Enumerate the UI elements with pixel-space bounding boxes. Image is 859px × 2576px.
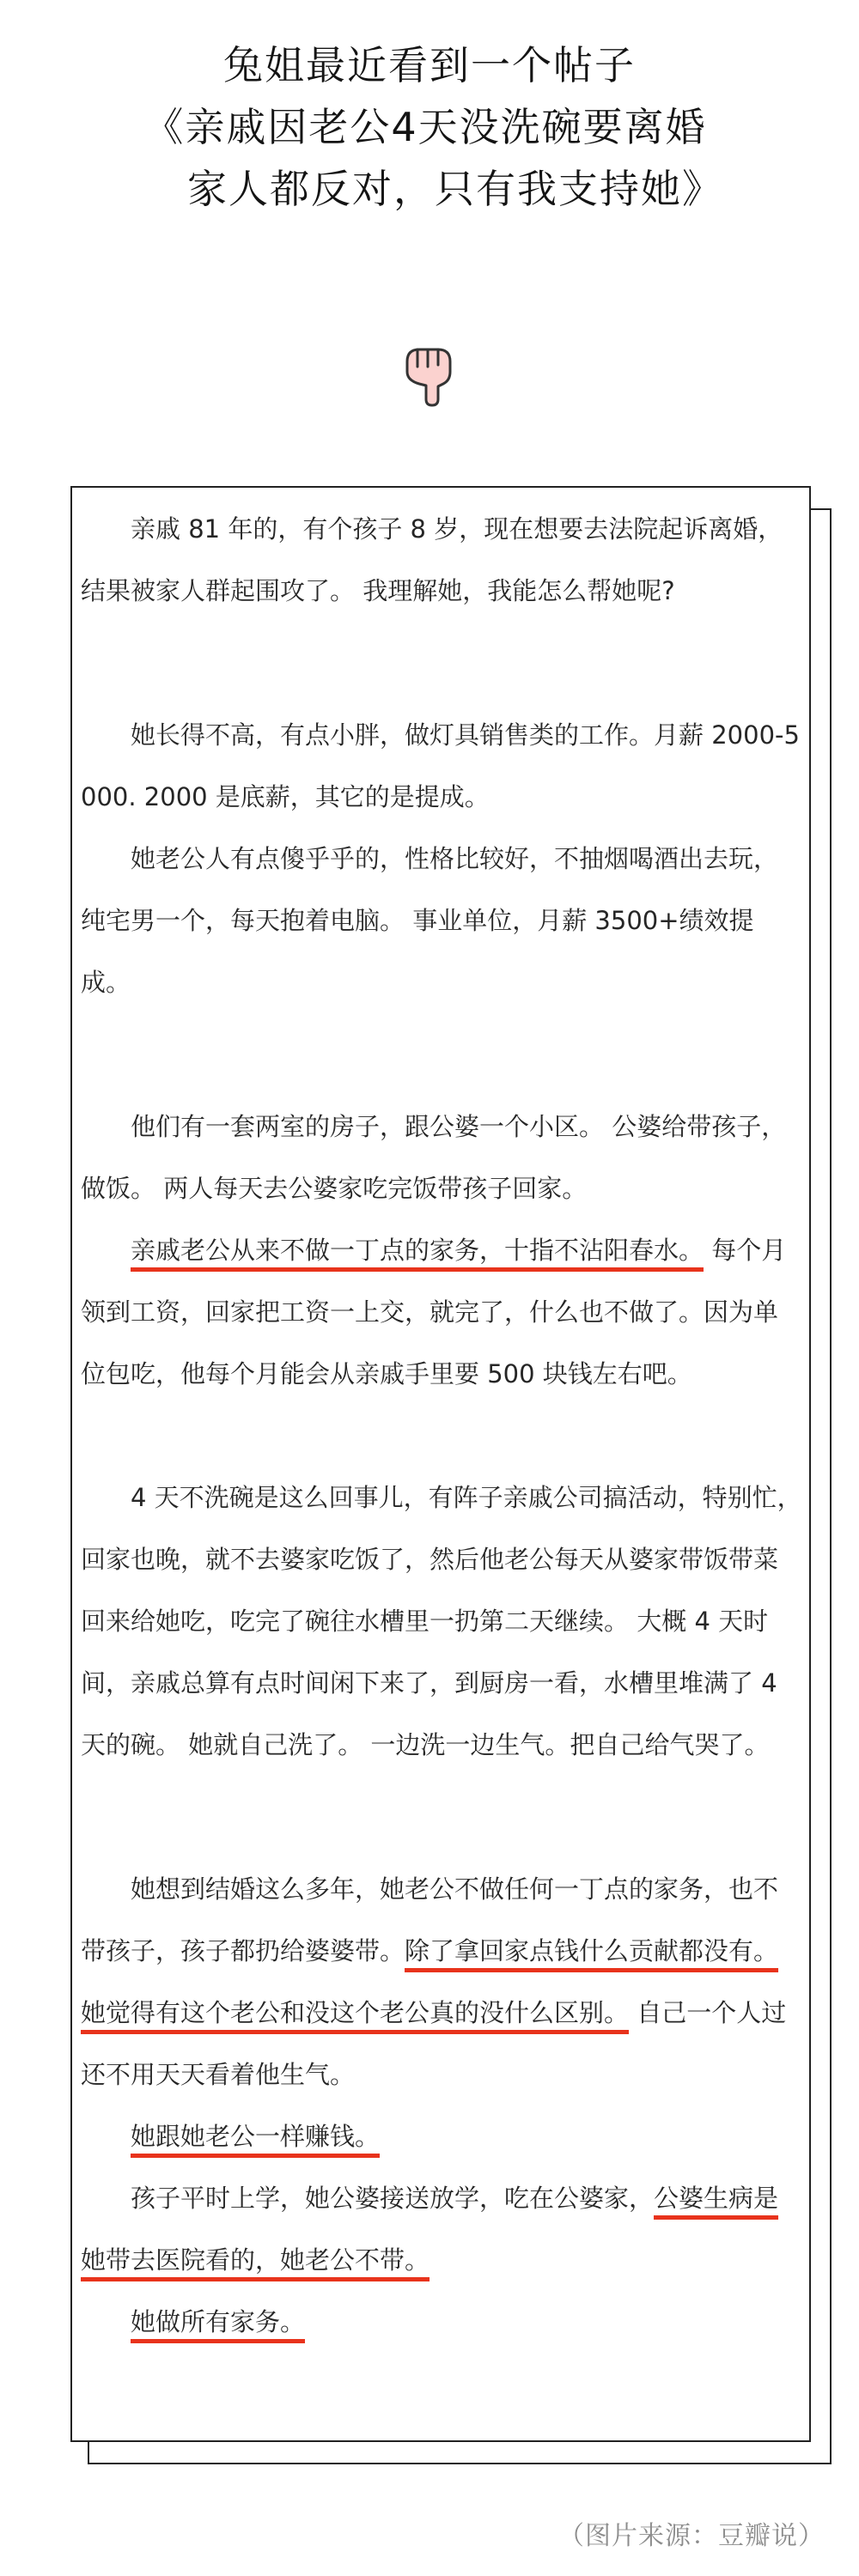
paragraph-7	[81, 1858, 802, 2105]
header-line-1: 兔姐最近看到一个帖子	[223, 42, 636, 88]
screenshot-card	[70, 486, 811, 2442]
paragraph-4: 他们有一套两室的房子，跟公婆一个小区。 公婆给带孩子，做饭。 两人每天去公婆家吃完饭带孩子回家。	[81, 1112, 787, 1203]
highlight-no-contribution: 除了拿回家点钱什么贡献都没有。 她觉得有这个老公和没这个老公真的没什么区别。	[81, 1936, 779, 2027]
paragraph-1: 亲戚 81 年的，有个孩子 8 岁，现在想要去法院起诉离婚，结果被家人群起围攻了。 我理解她，我能怎么帮她呢?	[81, 514, 783, 605]
paragraph-7-end: 自己一个人过还不用天天看着他生气。	[81, 1998, 787, 2089]
paragraph-10	[81, 2291, 802, 2353]
highlight-no-housework: 亲戚老公从来不做一丁点的家务，十指不沾阳春水。	[131, 1236, 704, 1265]
paragraph-6: 4 天不洗碗是这么回事儿，有阵子亲戚公司搞活动，特别忙，回家也晚，就不去婆家吃饭了，然后他老公每天从婆家带饭带菜回来给她吃，吃完了碗往水槽里一扔第二天继续。 大概 4 天时间，亲戚总算有点时间闲下来了，到厨房一看，水槽里堆满了 4 天的碗。 她就自己洗了。 一边洗一边生气。把自己给气哭了。	[81, 1483, 802, 1759]
highlight-hospital: 公婆生病是她带去医院看的，她老公不带。	[81, 2184, 779, 2275]
paragraph-2: 她长得不高，有点小胖，做灯具销售类的工作。月薪 2000-5000. 2000 是底薪，其它的是提成。	[81, 720, 800, 811]
paragraph-8	[81, 2105, 802, 2167]
paragraph-7-start: 她想到结婚这么多年，她老公不做任何一丁点的家务，也不带孩子，孩子都扔给婆婆带。	[81, 1874, 779, 1965]
image-source-caption: （图片来源：豆瓣说）	[558, 2521, 825, 2551]
paragraph-5	[81, 1219, 802, 1405]
post-header	[0, 34, 859, 220]
paragraph-3: 她老公人有点傻乎乎的，性格比较好，不抽烟喝酒出去玩，纯宅男一个，每天抱着电脑。 事业单位，月薪 3500+绩效提成。	[81, 844, 779, 997]
header-line-2: 《亲戚因老公4天没洗碗要离婚	[143, 104, 707, 150]
paragraph-5-rest: 每个月领到工资，回家把工资一上交，就完了，什么也不做了。因为单位包吃，他每个月能会从亲戚手里要 500 块钱左右吧。	[81, 1236, 787, 1388]
header-line-3: 家人都反对，只有我支持她》	[187, 166, 723, 212]
paragraph-9-start: 孩子平时上学，她公婆接送放学，吃在公婆家，	[131, 2184, 655, 2213]
paragraph-9	[81, 2167, 802, 2291]
hand-pointing-down-icon	[395, 339, 464, 408]
highlight-all-housework: 她做所有家务。	[131, 2307, 306, 2336]
highlight-earn-same: 她跟她老公一样赚钱。	[131, 2122, 381, 2151]
